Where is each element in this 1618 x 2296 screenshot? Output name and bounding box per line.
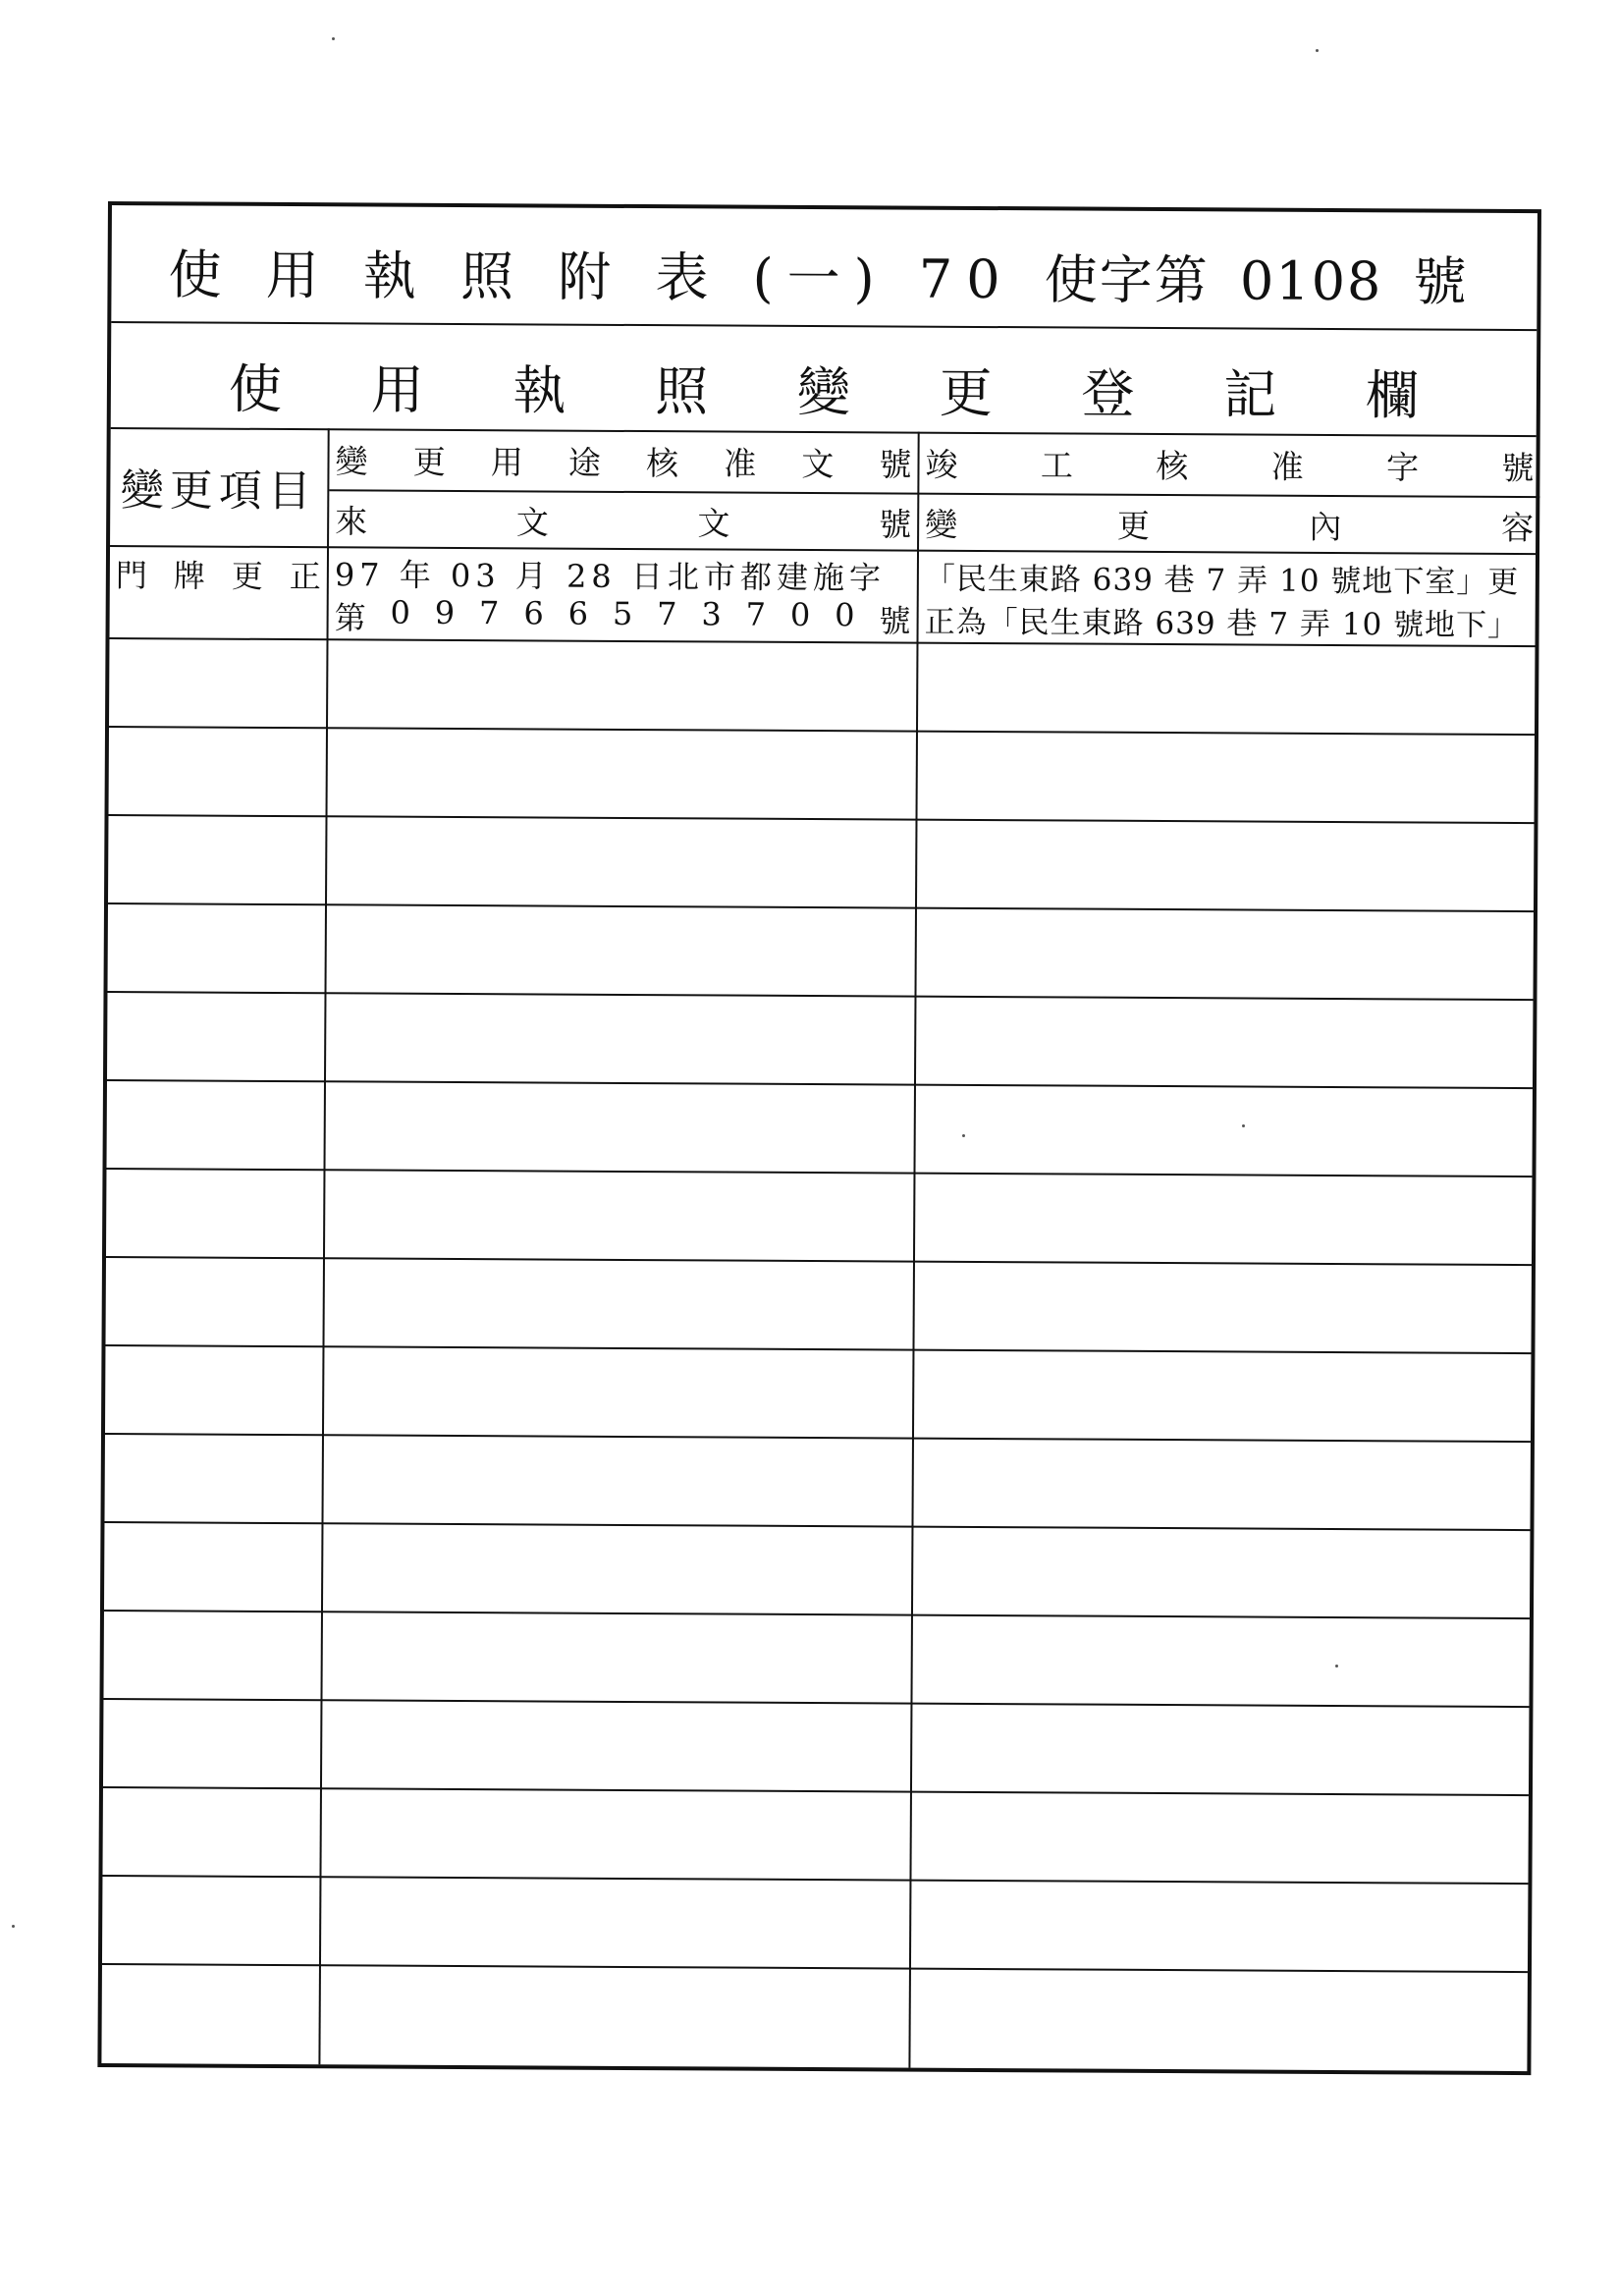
header-incoming-doc-no [329, 491, 917, 549]
title-part: 用 [265, 244, 333, 307]
title-part: 附 [558, 246, 625, 308]
header-char: 工 [1040, 445, 1074, 484]
title-part: 表 [655, 246, 723, 309]
row-divider [103, 1698, 1529, 1708]
header-char: 變 [335, 441, 368, 480]
entry-char: 門 [115, 557, 147, 595]
header-char: 文 [697, 503, 730, 543]
subtitle-char: 欄 [1365, 364, 1420, 427]
entry-char: 更 [231, 557, 263, 595]
header-completion-approval-no [919, 432, 1539, 497]
header-approval-doc-no [329, 428, 917, 492]
row-divider [107, 1079, 1533, 1089]
entry-char: 7 [657, 595, 677, 633]
row-divider [109, 814, 1535, 824]
row-divider [104, 1610, 1530, 1619]
entry-char: 9 [434, 593, 456, 631]
scan-speck [332, 37, 335, 40]
row-divider [108, 902, 1534, 912]
row-divider [104, 1521, 1530, 1531]
header-char: 用 [490, 442, 523, 481]
scan-speck [962, 1134, 965, 1137]
entry-char: 3 [701, 595, 722, 633]
entry-char: 第 [334, 599, 366, 637]
row-divider [106, 1256, 1532, 1266]
header-char: 核 [1156, 446, 1189, 485]
scan-speck [1335, 1665, 1338, 1667]
column-divider [318, 428, 329, 2064]
form-subtitle [229, 348, 1419, 430]
scan-speck [12, 1925, 15, 1928]
entry-char: 6 [567, 594, 589, 632]
entry-content-line-1: 「民生東路 639 巷 7 弄 10 號地下室」更 [924, 561, 1520, 601]
header-change-item: 變更項目 [120, 465, 317, 518]
row-divider [103, 1786, 1529, 1796]
entry-char: 7 [479, 594, 500, 632]
entry-char: 牌 [173, 557, 205, 595]
title-part: 使 [168, 244, 236, 306]
header-char: 准 [1270, 447, 1304, 486]
column-divider [908, 432, 919, 2068]
entry-char: 0 [390, 593, 411, 631]
entry-change-item [110, 551, 327, 597]
form-title [111, 233, 1537, 316]
scan-speck [1316, 49, 1319, 52]
scan-speck [1242, 1124, 1245, 1127]
entry-char: 5 [612, 594, 633, 632]
header-char: 號 [879, 444, 912, 484]
header-char: 途 [567, 443, 602, 482]
subtitle-char: 用 [370, 358, 424, 421]
subtitle-char: 變 [796, 360, 851, 424]
header-char: 號 [1501, 448, 1535, 487]
entry-char: 正 [289, 558, 321, 596]
title-part: 照 [459, 246, 528, 308]
form-subtitle-row [111, 321, 1537, 437]
entry-char: 號 [879, 602, 911, 640]
subtitle-char: 登 [1081, 362, 1135, 425]
header-char: 號 [879, 504, 912, 544]
header-char: 容 [1501, 508, 1535, 547]
header-char: 准 [724, 444, 757, 483]
header-char: 字 [1385, 447, 1420, 486]
row-divider [106, 1168, 1532, 1177]
header-change-content [919, 495, 1539, 554]
title-part: (一) [752, 246, 889, 310]
subtitle-char: 照 [655, 360, 709, 423]
row-divider [105, 1433, 1531, 1443]
entry-char: 7 [745, 595, 767, 633]
row-divider [102, 1963, 1528, 1973]
title-part: 號 [1413, 250, 1481, 313]
header-char: 更 [412, 442, 446, 481]
title-part: 70 [918, 247, 1014, 311]
entry-doc-line-2 [329, 593, 917, 641]
subtitle-char: 執 [512, 359, 566, 422]
row-divider [109, 726, 1535, 736]
row-divider [107, 991, 1533, 1001]
header-char: 變 [925, 505, 958, 544]
header-char: 更 [1116, 506, 1150, 545]
title-part: 使字第 [1044, 248, 1210, 312]
entry-char: 0 [789, 595, 811, 634]
title-part: 執 [362, 245, 431, 307]
subtitle-char: 記 [1222, 363, 1277, 426]
header-char: 核 [645, 443, 679, 482]
subtitle-char: 更 [939, 361, 993, 425]
form-title-row [111, 205, 1537, 331]
header-char: 文 [801, 444, 835, 483]
subtitle-char: 使 [228, 357, 283, 420]
title-part: 0108 [1239, 249, 1383, 313]
row-divider [102, 1875, 1528, 1885]
entry-char: 6 [523, 594, 544, 632]
header-char: 內 [1309, 507, 1342, 546]
header-char: 來 [335, 501, 368, 540]
header-char: 文 [515, 502, 549, 542]
entry-char: 0 [835, 596, 855, 634]
header-char: 竣 [925, 445, 958, 484]
entry-doc-line-1: 97 年 03 月 28 日北市都建施字 [334, 556, 887, 597]
entry-content-line-2: 正為「民生東路 639 巷 7 弄 10 號地下」 [924, 604, 1520, 644]
row-divider [105, 1344, 1531, 1354]
registration-form-frame [97, 201, 1541, 2075]
